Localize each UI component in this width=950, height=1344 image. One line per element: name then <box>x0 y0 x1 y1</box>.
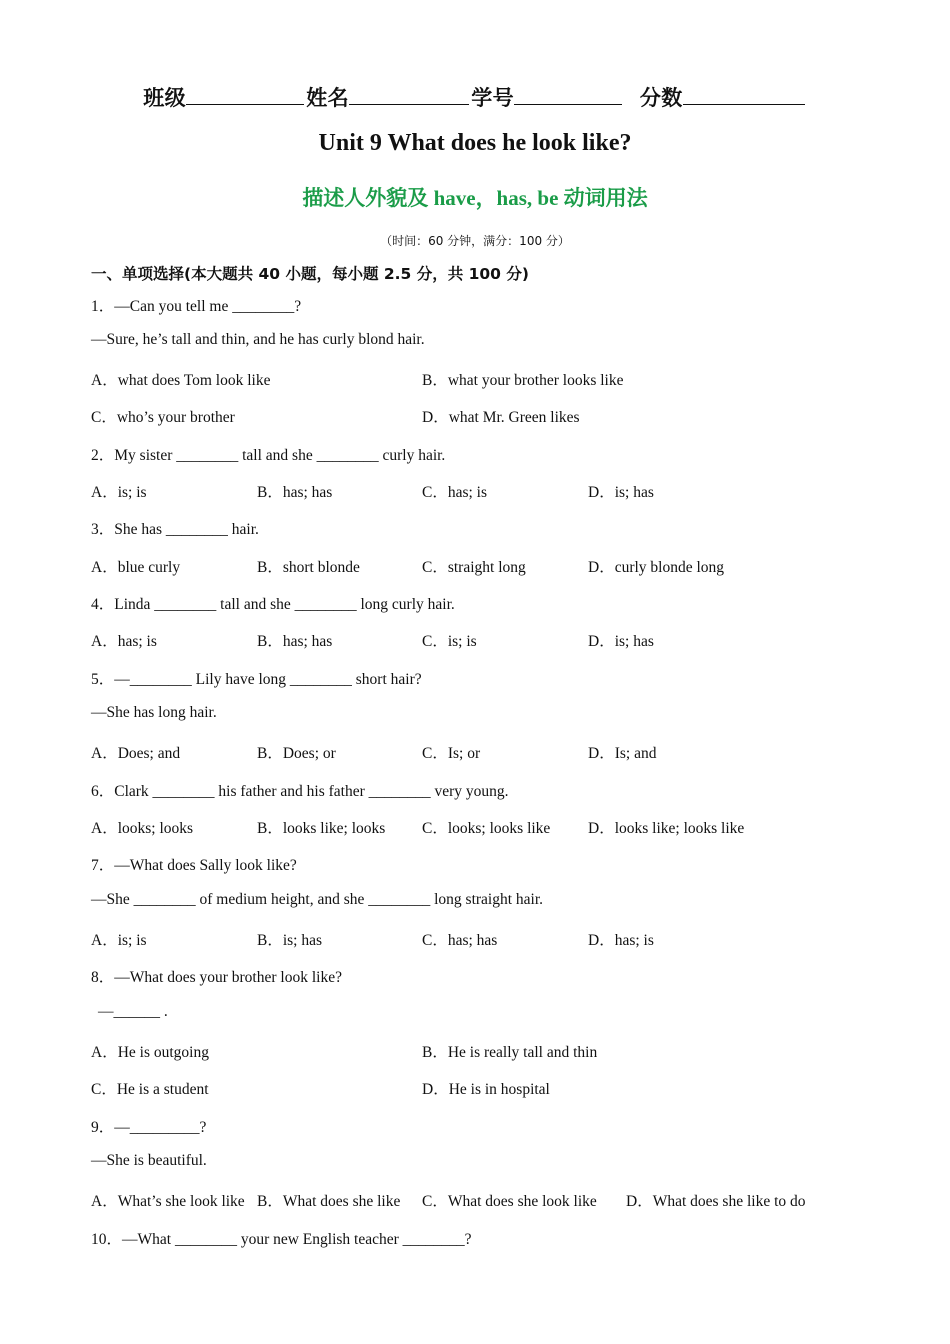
question-5-option-d[interactable]: D．Is; and <box>588 745 657 762</box>
question-8-options-row-1 <box>91 1040 871 1062</box>
question-4-option-b[interactable]: B．has; has <box>257 633 333 650</box>
section-heading: 一、单项选择(本大题共 40 小题，每小题 2.5 分，共 100 分) <box>91 265 529 283</box>
question-7-option-d[interactable]: D．has; is <box>588 932 654 949</box>
score-label: 分数 <box>639 86 683 110</box>
question-2-option-a[interactable]: A．is; is <box>91 484 147 501</box>
question-9-options <box>91 1189 871 1211</box>
class-label: 班级 <box>143 86 187 110</box>
question-1-option-c[interactable]: C．who’s your brother <box>91 409 235 426</box>
subtitle-part-2: have，has, be <box>428 186 564 210</box>
page-title: Unit 9 What does he look like? <box>318 130 632 156</box>
class-blank[interactable] <box>186 84 304 105</box>
question-4-stem: 4．Linda ________ tall and she ________ long curly hair. <box>91 596 455 613</box>
question-7-option-b[interactable]: B．is; has <box>257 932 323 949</box>
question-8-reply: —______ . <box>98 1003 168 1020</box>
question-9-reply: —She is beautiful. <box>91 1152 207 1169</box>
question-1-options-row-2 <box>91 405 871 427</box>
question-6-options <box>91 816 871 838</box>
question-9-option-d[interactable]: D．What does she like to do <box>626 1193 806 1210</box>
question-8-options-row-2 <box>91 1077 871 1099</box>
page-subtitle <box>0 182 950 212</box>
name-blank[interactable] <box>349 84 469 105</box>
question-6-option-b[interactable]: B．looks like; looks <box>257 820 386 837</box>
question-6-option-c[interactable]: C．looks; looks like <box>422 820 551 837</box>
question-6-option-a[interactable]: A．looks; looks <box>91 820 194 837</box>
question-2-option-d[interactable]: D．is; has <box>588 484 654 501</box>
student-info-line <box>0 82 950 112</box>
question-3-option-d[interactable]: D．curly blonde long <box>588 559 725 576</box>
question-3-stem: 3．She has ________ hair. <box>91 521 259 538</box>
question-1-option-d[interactable]: D．what Mr. Green likes <box>422 409 580 426</box>
question-5-options <box>91 741 871 763</box>
question-2-stem: 2．My sister ________ tall and she ________ curly hair. <box>91 447 446 464</box>
question-4-option-d[interactable]: D．is; has <box>588 633 654 650</box>
question-4-options <box>91 629 871 651</box>
question-3-option-a[interactable]: A．blue curly <box>91 559 181 576</box>
question-7-option-a[interactable]: A．is; is <box>91 932 147 949</box>
question-7-options <box>91 928 871 950</box>
question-8-option-d[interactable]: D．He is in hospital <box>422 1081 550 1098</box>
question-6-option-d[interactable]: D．looks like; looks like <box>588 820 745 837</box>
question-5-stem: 5．—________ Lily have long ________ short hair? <box>91 671 422 688</box>
question-1-options-row-1 <box>91 368 871 390</box>
question-4-option-a[interactable]: A．has; is <box>91 633 157 650</box>
student-id-blank[interactable] <box>514 84 622 105</box>
question-1-option-b[interactable]: B．what your brother looks like <box>422 372 624 389</box>
question-9-stem: 9．—_________? <box>91 1119 207 1136</box>
question-5-reply: —She has long hair. <box>91 704 217 721</box>
question-8-stem: 8．—What does your brother look like? <box>91 969 342 986</box>
question-3-option-c[interactable]: C．straight long <box>422 559 526 576</box>
question-8-option-c[interactable]: C．He is a student <box>91 1081 209 1098</box>
question-1-reply: —Sure, he’s tall and thin, and he has curly blond hair. <box>91 331 425 348</box>
question-1-stem: 1．—Can you tell me ________? <box>91 298 302 315</box>
name-label: 姓名 <box>306 86 350 110</box>
question-7-reply: —She ________ of medium height, and she ________ long straight hair. <box>91 891 544 908</box>
question-2-options <box>91 480 871 502</box>
question-3-options <box>91 555 871 577</box>
question-5-option-c[interactable]: C．Is; or <box>422 745 481 762</box>
question-2-option-b[interactable]: B．has; has <box>257 484 333 501</box>
question-9-option-a[interactable]: A．What’s she look like <box>91 1193 245 1210</box>
question-9-option-c[interactable]: C．What does she look like <box>422 1193 597 1210</box>
question-4-option-c[interactable]: C．is; is <box>422 633 477 650</box>
question-2-option-c[interactable]: C．has; is <box>422 484 488 501</box>
question-1-option-a[interactable]: A．what does Tom look like <box>91 372 271 389</box>
question-9-option-b[interactable]: B．What does she like <box>257 1193 401 1210</box>
question-7-stem: 7．—What does Sally look like? <box>91 857 297 874</box>
question-10-stem: 10．—What ________ your new English teacher ________? <box>91 1231 472 1248</box>
question-7-option-c[interactable]: C．has; has <box>422 932 498 949</box>
subtitle-part-1: 描述人外貌及 <box>302 186 429 210</box>
student-id-label: 学号 <box>471 86 515 110</box>
question-3-option-b[interactable]: B．short blonde <box>257 559 360 576</box>
question-8-option-a[interactable]: A．He is outgoing <box>91 1044 209 1061</box>
question-5-option-b[interactable]: B．Does; or <box>257 745 336 762</box>
question-5-option-a[interactable]: A．Does; and <box>91 745 181 762</box>
score-blank[interactable] <box>683 84 805 105</box>
time-score-note: （时间：60 分钟，满分：100 分） <box>380 234 570 248</box>
question-6-stem: 6．Clark ________ his father and his father ________ very young. <box>91 783 509 800</box>
subtitle-part-3: 动词用法 <box>563 186 648 210</box>
question-8-option-b[interactable]: B．He is really tall and thin <box>422 1044 598 1061</box>
